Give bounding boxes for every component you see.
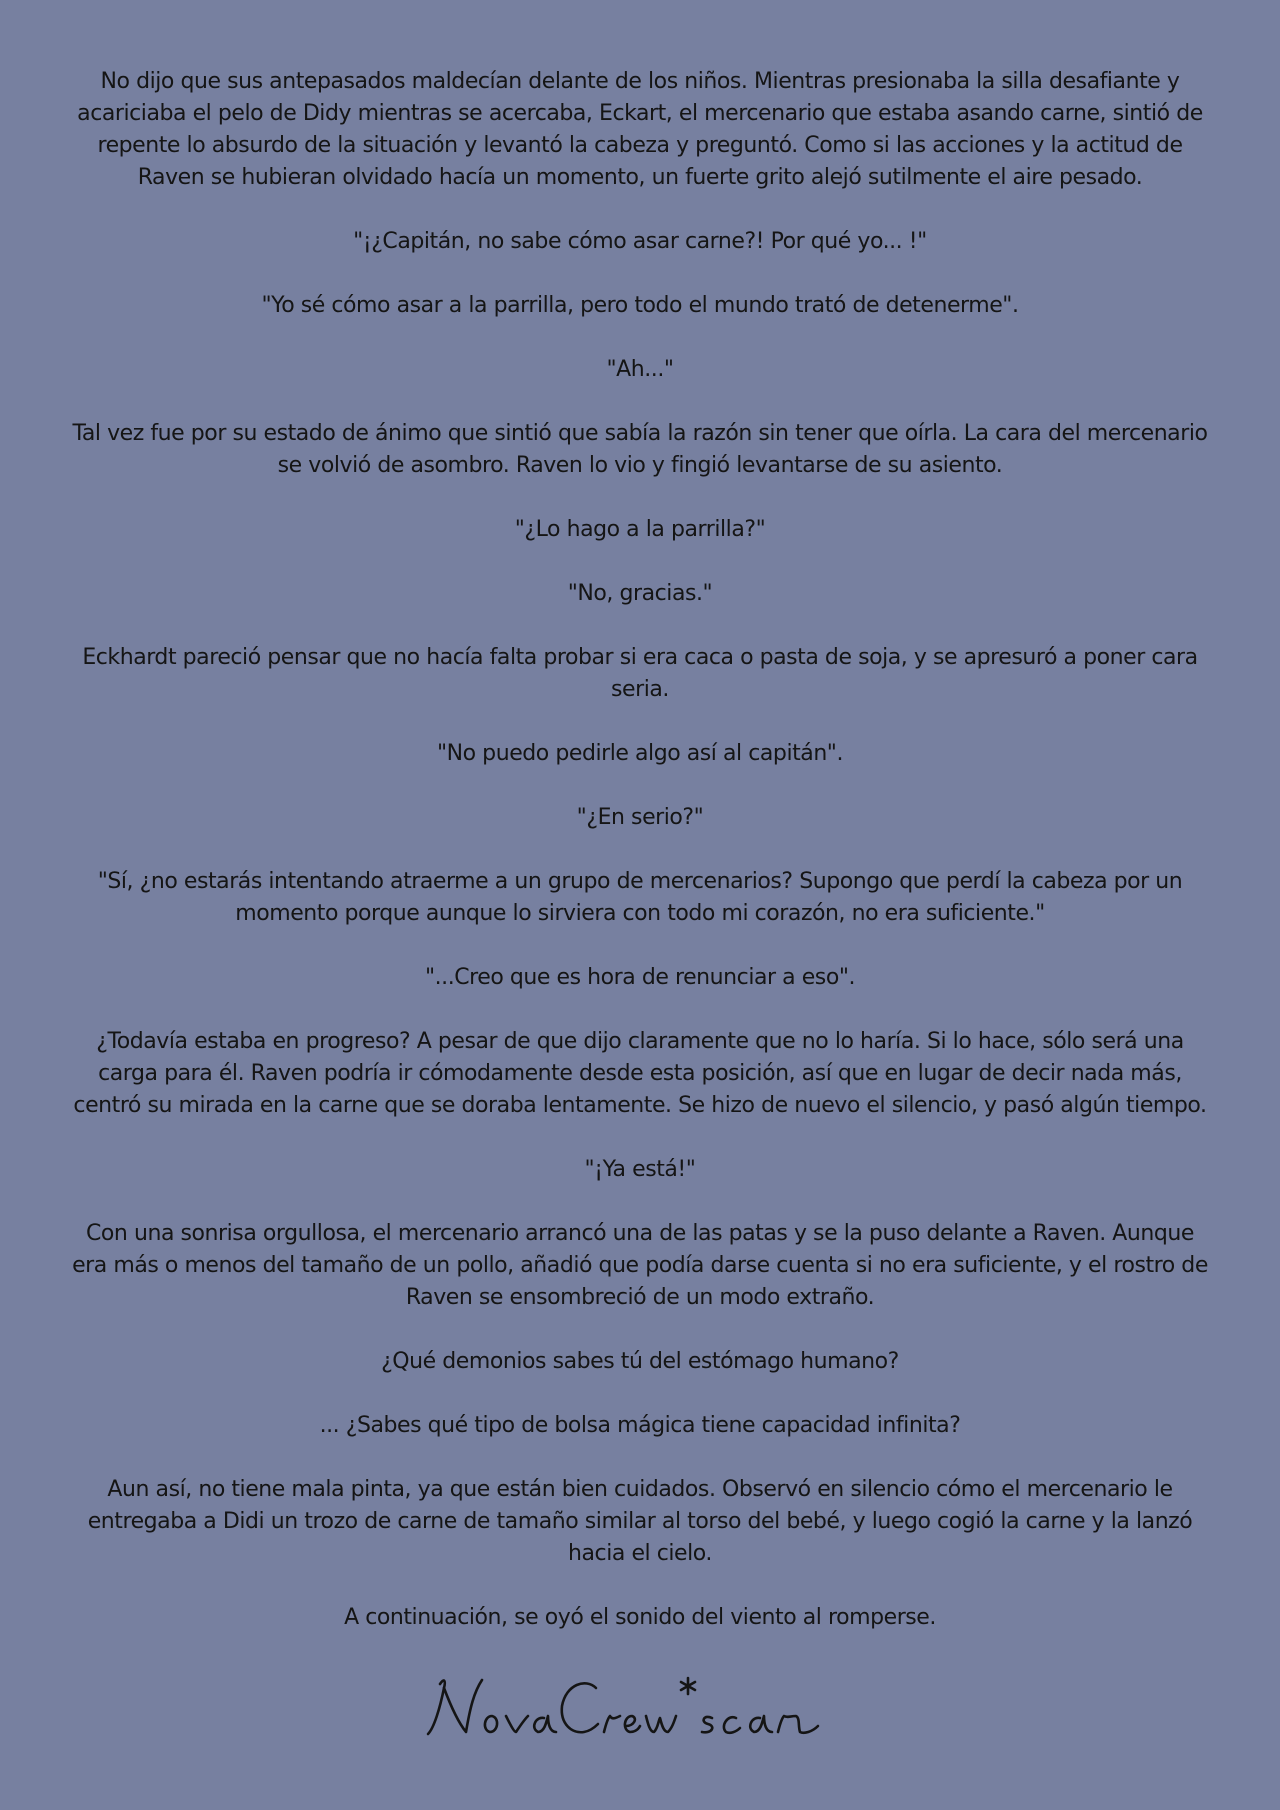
scanlator-signature bbox=[420, 1668, 860, 1748]
paragraph: Aun así, no tiene mala pinta, ya que están bien cuidados. Observó en silencio cómo el mercenario le entregaba a Didi un trozo de carne de tamaño similar al torso del bebé, y luego cogió la carne y la lanzó hacia el cielo. bbox=[87, 1477, 1193, 1566]
paragraph: "Sí, ¿no estarás intentando atraerme a un grupo de mercenarios? Supongo que perdí la cabeza por un momento porque aunque lo sirviera con todo mi corazón, no era suficiente." bbox=[97, 869, 1183, 926]
paragraph: "¡¿Capitán, no sabe cómo asar carne?! Por qué yo... !" bbox=[353, 229, 927, 254]
paragraph: "Yo sé cómo asar a la parrilla, pero todo el mundo trató de detenerme". bbox=[261, 293, 1019, 318]
paragraph: Tal vez fue por su estado de ánimo que sintió que sabía la razón sin tener que oírla. La cara del mercenario se volvió de asombro. Raven lo vio y fingió levantarse de su asiento. bbox=[72, 421, 1208, 478]
paragraph: ... ¿Sabes qué tipo de bolsa mágica tiene capacidad infinita? bbox=[319, 1413, 961, 1438]
paragraph: ¿Qué demonios sabes tú del estómago humano? bbox=[381, 1349, 899, 1374]
signature-logo bbox=[420, 1668, 860, 1748]
story-text bbox=[70, 66, 1210, 1666]
paragraph: "¡Ya está!" bbox=[584, 1157, 696, 1182]
paragraph: "¿Lo hago a la parrilla?" bbox=[514, 517, 766, 542]
paragraph: "...Creo que es hora de renunciar a eso". bbox=[424, 965, 856, 990]
paragraph: "Ah..." bbox=[606, 357, 674, 382]
paragraph: A continuación, se oyó el sonido del viento al romperse. bbox=[344, 1605, 936, 1630]
paragraph: "No puedo pedirle algo así al capitán". bbox=[436, 741, 844, 766]
paragraph: "¿En serio?" bbox=[576, 805, 704, 830]
paragraph: Eckhardt pareció pensar que no hacía falta probar si era caca o pasta de soja, y se apresuró a poner cara seria. bbox=[82, 645, 1198, 702]
paragraph: "No, gracias." bbox=[567, 581, 713, 606]
paragraph: ¿Todavía estaba en progreso? A pesar de que dijo claramente que no lo haría. Si lo hace, sólo será una carga para él. Raven podría ir cómodamente desde esta posición, así que en lugar de decir nada más, centró su mirada en la carne que se doraba lentamente. Se hizo de nuevo el silencio, y pasó algún tiempo. bbox=[73, 1029, 1207, 1118]
paragraph: Con una sonrisa orgullosa, el mercenario arrancó una de las patas y se la puso delante a Raven. Aunque era más o menos del tamaño de un pollo, añadió que podía darse cuenta si no era suficiente, y el rostro de Raven se ensombreció de un modo extraño. bbox=[72, 1221, 1208, 1310]
paragraph: No dijo que sus antepasados maldecían delante de los niños. Mientras presionaba la silla desafiante y acariciaba el pelo de Didy mientras se acercaba, Eckart, el mercenario que estaba asando carne, sintió de repente lo absurdo de la situación y levantó la cabeza y preguntó. Como si las acciones y la actitud de Raven se hubieran olvidado hacía un momento, un fuerte grito alejó sutilmente el aire pesado. bbox=[77, 69, 1203, 190]
